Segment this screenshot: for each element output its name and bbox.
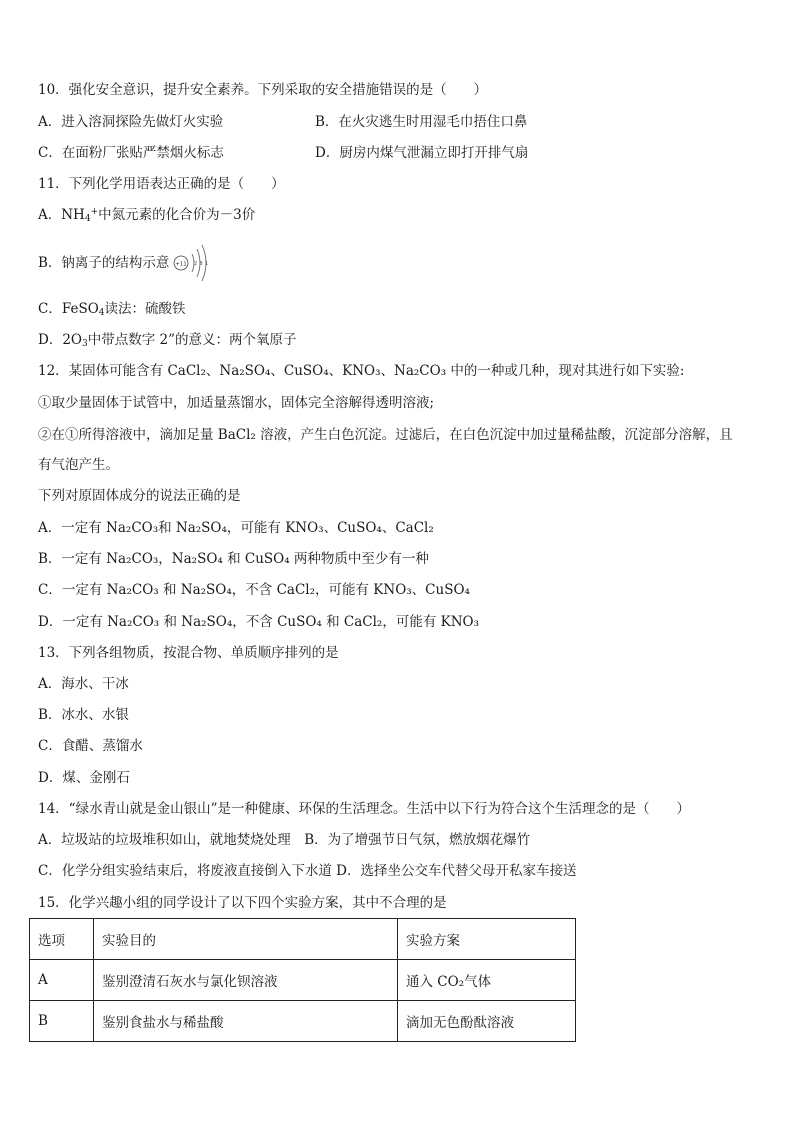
q10-option-c: C．在面粉厂张贴严禁烟火标志 [38,145,224,161]
q14-options-ab: A．垃圾站的垃圾堆积如山，就地焚烧处理 B．为了增强节日气氛，燃放烟花爆竹 [38,832,531,848]
table-header-plan: 实验方案 [398,919,576,960]
q10-option-a: A．进入溶洞探险先做灯火实验 [38,114,224,130]
q11-option-a: A．$NH_4^+$中氮元素的化合价为－3价 [38,207,256,224]
q11-stem: 11．下列化学用语表达正确的是（ ） [38,176,285,192]
q12-option-c: C．一定有 Na₂CO₃ 和 Na₂SO₄，不含 CaCl₂，可能有 KNO₃、CuSO₄ [38,582,470,598]
q15-table [29,918,576,1042]
table-header-row [30,919,576,960]
table-row [30,1001,576,1042]
q10-option-b: B．在火灾逃生时用湿毛巾捂住口鼻 [315,114,528,130]
q10-option-d: D．厨房内煤气泄漏立即打开排气扇 [315,145,529,161]
q12-option-d: D．一定有 Na₂CO₃ 和 Na₂SO₄，不含 CuSO₄ 和 CaCl₂，可能有 KNO₃ [38,614,480,630]
table-cell-option: A [30,960,94,1001]
q12-stem: 12．某固体可能含有 CaCl₂、Na₂SO₄、CuSO₄、KNO₃、Na₂CO₃ 中的一种或几种，现对其进行如下实验: [38,363,685,379]
q14-stem: 14．“绿水青山就是金山银山”是一种健康、环保的生活理念。生活中以下行为符合这个生活理念的是（ ） [38,801,690,817]
table-header-option: 选项 [30,919,94,960]
q15-stem: 15．化学兴趣小组的同学设计了以下四个实验方案，其中不合理的是 [38,895,447,911]
table-row [30,960,576,1001]
q12-option-b: B．一定有 Na₂CO₃，Na₂SO₄ 和 CuSO₄ 两种物质中至少有一种 [38,551,429,567]
q11-option-d: D．$2O_3$中带点数字 2”的意义：两个氧原子 [38,332,297,349]
svg-text:8: 8 [199,261,203,267]
table-cell-purpose: 鉴别食盐水与稀盐酸 [94,1001,398,1042]
svg-text:1: 1 [205,261,209,267]
q13-stem: 13．下列各组物质，按混合物、单质顺序排列的是 [38,645,339,661]
q14-options-cd: C．化学分组实验结束后，将废液直接倒入下水道 D．选择坐公交车代替父母开私家车接送 [38,863,577,879]
q12-option-a: A．一定有 Na₂CO₃和 Na₂SO₄，可能有 KNO₃、CuSO₄、CaCl₂ [38,520,434,536]
q11-option-b: B．钠离子的结构示意 [38,255,170,271]
q12-step-2-continued: 有气泡产生。 [38,457,119,473]
sodium-ion-structure-diagram [172,243,220,283]
svg-text:2: 2 [194,261,198,267]
q13-option-b: B．冰水、水银 [38,707,129,723]
q13-option-c: C．食醋、蒸馏水 [38,738,143,754]
q12-step-2: ②在①所得溶液中，滴加足量 BaCl₂ 溶液，产生白色沉淀。过滤后，在白色沉淀中加过量稀盐酸，沉淀部分溶解，且 [38,427,733,443]
q11-option-c: C．FeSO$_4$读法：硫酸铁 [38,301,186,318]
q10-stem: 10．强化安全意识，提升安全素养。下列采取的安全措施错误的是（ ） [38,82,488,98]
table-cell-purpose: 鉴别澄清石灰水与氯化钡溶液 [94,960,398,1001]
q12-question: 下列对原固体成分的说法正确的是 [38,488,241,504]
table-header-purpose: 实验目的 [94,919,398,960]
q13-option-d: D．煤、金刚石 [38,770,130,786]
q13-option-a: A．海水、干冰 [38,676,129,692]
table-cell-option: B [30,1001,94,1042]
table-cell-plan: 滴加无色酚酞溶液 [398,1001,576,1042]
q12-step-1: ①取少量固体于试管中，加适量蒸馏水，固体完全溶解得透明溶液; [38,395,435,411]
table-cell-plan: 通入 CO₂气体 [398,960,576,1001]
nucleus-label: +11 [175,261,187,268]
